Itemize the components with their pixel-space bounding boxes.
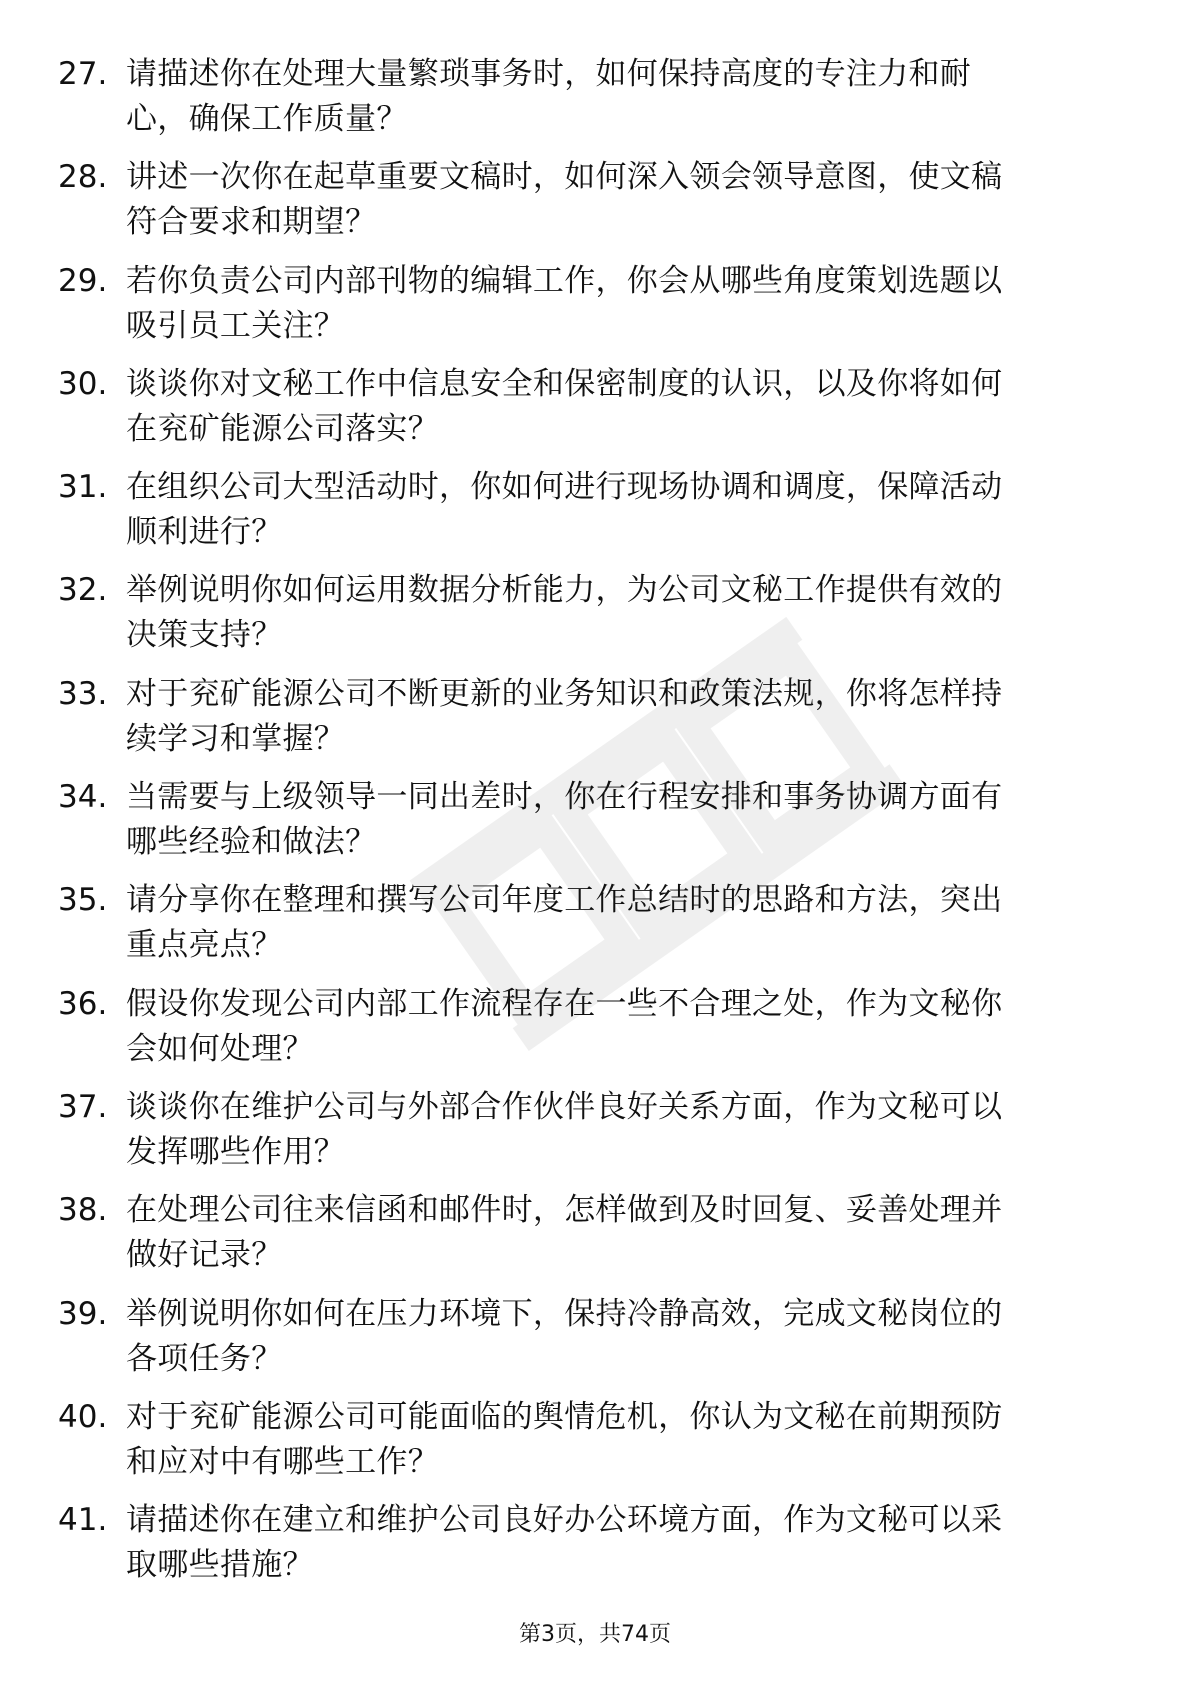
question-item — [58, 1395, 1108, 1498]
question-number: 32. — [58, 572, 108, 609]
question-list — [58, 52, 1108, 1601]
question-item — [58, 1188, 1108, 1291]
question-item — [58, 982, 1108, 1085]
question-text: 举例说明你如何在压力环境下，保持冷静高效，完成文秘岗位的 各项任务？ — [126, 1295, 1003, 1377]
question-number: 29. — [58, 262, 108, 299]
question-item — [58, 878, 1108, 981]
question-number: 30. — [58, 365, 108, 402]
page-footer — [0, 1620, 1190, 1650]
question-text: 请描述你在处理大量繁琐事务时，如何保持高度的专注力和耐 心，确保工作质量？ — [126, 56, 972, 137]
question-text: 在组织公司大型活动时，你如何进行现场协调和调度，保障活动 顺利进行？ — [126, 469, 1003, 551]
question-number: 28. — [58, 159, 108, 196]
page-number-label: 第3页，共74页 — [519, 1622, 671, 1647]
question-number: 31. — [58, 469, 108, 506]
question-text: 请分享你在整理和撰写公司年度工作总结时的思路和方法，突出 重点亮点？ — [126, 882, 1003, 964]
question-text: 假设你发现公司内部工作流程存在一些不合理之处，作为文秘你 会如何处理？ — [126, 985, 1003, 1067]
question-number: 34. — [58, 779, 108, 816]
question-number: 38. — [58, 1192, 108, 1229]
question-text: 讲述一次你在起草重要文稿时，如何深入领会领导意图，使文稿 符合要求和期望？ — [126, 159, 1003, 241]
question-text: 若你负责公司内部刊物的编辑工作，你会从哪些角度策划选题以 吸引员工关注？ — [126, 262, 1003, 344]
question-item — [58, 362, 1108, 465]
question-number: 33. — [58, 675, 108, 712]
question-item — [58, 775, 1108, 878]
question-number: 27. — [58, 56, 108, 92]
question-text: 对于兖矿能源公司不断更新的业务知识和政策法规，你将怎样持 续学习和掌握？ — [126, 675, 1003, 757]
question-item — [58, 1498, 1108, 1601]
question-item — [58, 672, 1108, 775]
question-text: 在处理公司往来信函和邮件时，怎样做到及时回复、妥善处理并 做好记录？ — [126, 1192, 1003, 1274]
question-text: 谈谈你对文秘工作中信息安全和保密制度的认识，以及你将如何 在兖矿能源公司落实？ — [126, 365, 1003, 447]
question-item — [58, 52, 1108, 155]
question-item — [58, 259, 1108, 362]
question-item — [58, 568, 1108, 671]
question-text: 请描述你在建立和维护公司良好办公环境方面，作为文秘可以采 取哪些措施？ — [126, 1502, 1003, 1584]
question-number: 40. — [58, 1398, 108, 1435]
question-number: 39. — [58, 1295, 108, 1332]
question-text: 当需要与上级领导一同出差时，你在行程安排和事务协调方面有 哪些经验和做法？ — [126, 779, 1003, 861]
question-text: 对于兖矿能源公司可能面临的舆情危机，你认为文秘在前期预防 和应对中有哪些工作？ — [126, 1398, 1003, 1480]
question-item — [58, 465, 1108, 568]
question-number: 37. — [58, 1088, 108, 1125]
question-number: 36. — [58, 985, 108, 1022]
question-item — [58, 1085, 1108, 1188]
question-item — [58, 155, 1108, 258]
question-item — [58, 1292, 1108, 1395]
question-text: 谈谈你在维护公司与外部合作伙伴良好关系方面，作为文秘可以 发挥哪些作用？ — [126, 1088, 1003, 1170]
question-number: 35. — [58, 882, 108, 919]
question-number: 41. — [58, 1502, 108, 1539]
question-text: 举例说明你如何运用数据分析能力，为公司文秘工作提供有效的 决策支持？ — [126, 572, 1003, 654]
